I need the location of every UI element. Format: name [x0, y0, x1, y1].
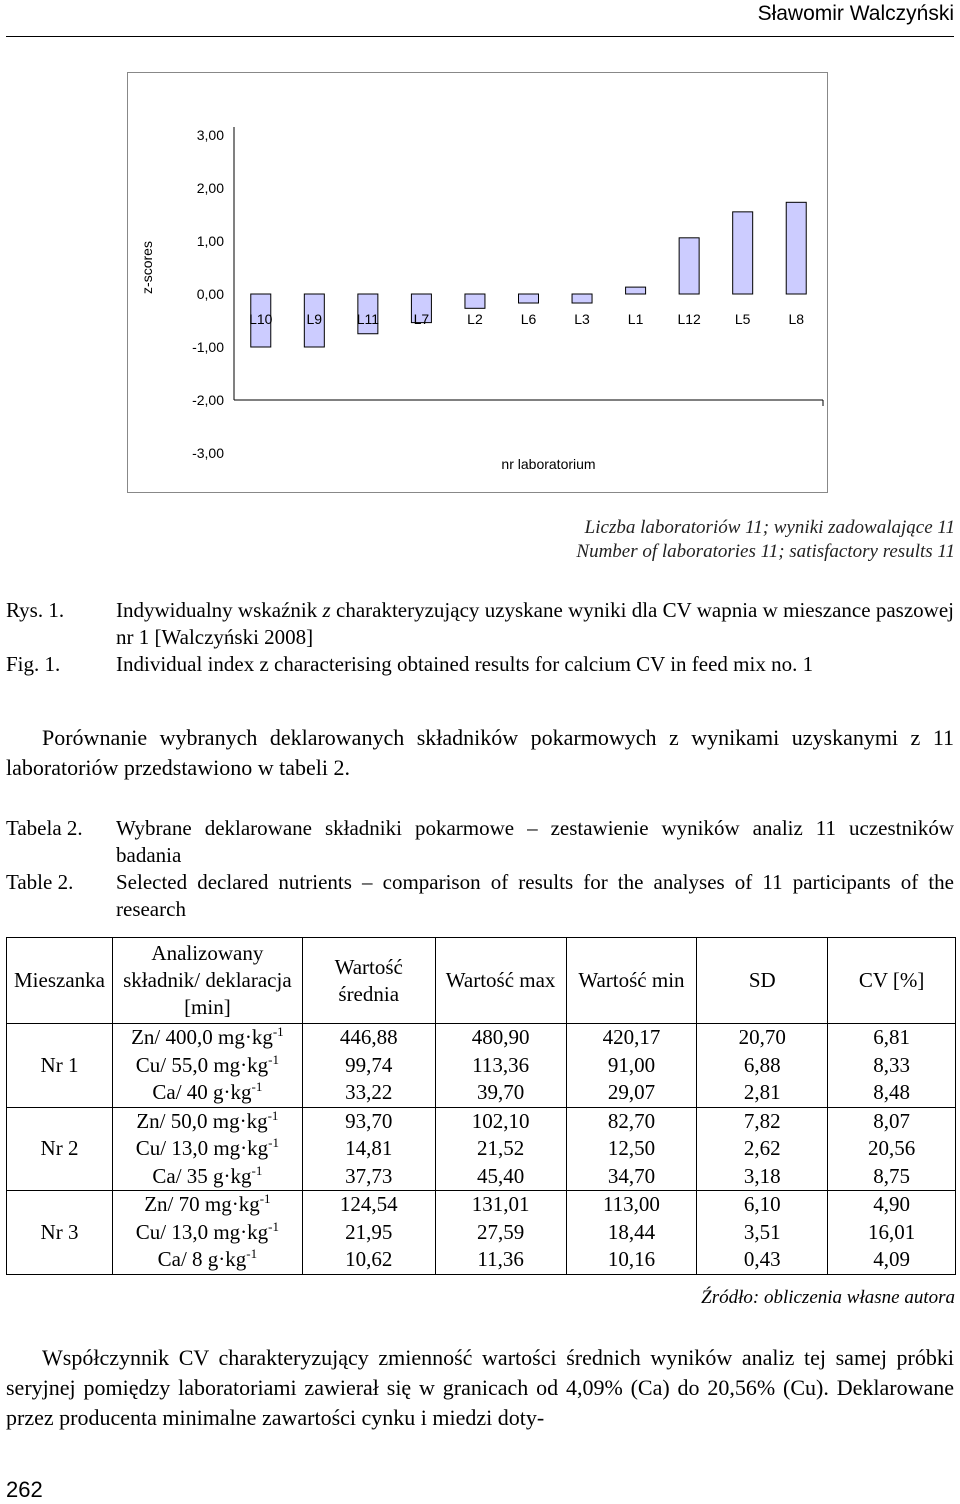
cell-sd-value: 0,43 [743, 1247, 781, 1271]
cell-max-value: 131,01 [471, 1192, 530, 1216]
cell-mean-value: 33,22 [345, 1080, 393, 1104]
cell-component-value: Zn/ 50,0 $mg\cdot kg^{-1}$ [136, 1107, 279, 1133]
header-divider [6, 36, 954, 37]
bar [626, 287, 646, 294]
cell-mean-value: 93,70 [345, 1108, 393, 1133]
header-component: Analizowany składnik/ deklaracja [min] [112, 938, 302, 1024]
x-category-label: L3 [574, 311, 590, 327]
y-tick-label: 1,00 [196, 233, 224, 249]
cell-component-value: Zn/ 400,0 $mg\cdot kg^{-1}$ [131, 1024, 284, 1049]
header-mean: Wartość średnia [302, 938, 435, 1024]
bar [733, 212, 753, 294]
cell-max-value: 480,90 [471, 1025, 530, 1049]
cell-sd-value: 3,18 [743, 1163, 781, 1188]
x-category-label: L8 [788, 311, 805, 327]
cell-min-value: 420,17 [602, 1025, 661, 1049]
header-mix: Mieszanka [7, 938, 113, 1024]
table-caption-en [6, 869, 954, 923]
cell-mean [302, 1024, 435, 1108]
table-caption-pl [6, 815, 954, 869]
cell-min-value: 10,16 [607, 1247, 656, 1271]
cell-max-value: 21,52 [476, 1136, 525, 1160]
y-tick-label: 2,00 [196, 180, 224, 196]
unit-exponent: -1 [246, 1246, 258, 1261]
unit-exponent: -1 [251, 1162, 263, 1178]
cell-mean-value: 446,88 [339, 1025, 398, 1049]
cell-component-value: Ca/ 35 $g\cdot kg^{-1}$ [152, 1162, 263, 1188]
cell-component [112, 1191, 302, 1275]
cell-mix: Nr 3 [7, 1191, 113, 1275]
y-axis-title: z-scores [139, 241, 155, 294]
y-tick-label: -3,00 [192, 445, 224, 461]
unit-exponent: -1 [268, 1135, 280, 1150]
x-category-label: L1 [627, 311, 644, 327]
x-category-label: L10 [249, 311, 273, 327]
table-group-row [7, 1107, 956, 1191]
header-cv: CV [%] [828, 938, 956, 1024]
cell-min [566, 1191, 697, 1275]
z-score-bar-chart [128, 73, 829, 494]
figure-caption-en-label: Fig. 1. [6, 652, 61, 676]
cell-max [435, 1107, 566, 1191]
table-header-row [7, 938, 956, 1024]
cell-sd-value: 20,70 [738, 1025, 786, 1049]
cell-cv [828, 1107, 956, 1191]
unit-exponent: -1 [268, 1051, 280, 1067]
unit-exponent: -1 [272, 1024, 284, 1039]
nutrients-table [6, 937, 956, 1275]
cell-max [435, 1024, 566, 1108]
cell-max-value: 102,10 [471, 1108, 530, 1133]
chart-note-en: Number of laboratories 11; satisfactory results 11 [576, 541, 955, 562]
cell-sd-value: 7,82 [743, 1108, 781, 1133]
cell-min-value: 12,50 [607, 1136, 656, 1160]
unit-exponent: -1 [267, 1107, 279, 1123]
cell-component [112, 1024, 302, 1108]
cell-min [566, 1107, 697, 1191]
bar [786, 202, 806, 294]
running-header-author: Sławomir Walczyński [757, 2, 954, 25]
figure-caption-en [6, 651, 954, 678]
cell-cv-value: 8,33 [873, 1052, 910, 1077]
x-category-label: L12 [677, 311, 701, 327]
cell-cv-value: 6,81 [873, 1025, 910, 1049]
bar [465, 294, 485, 308]
cell-component-value: Zn/ 70 $mg\cdot kg^{-1}$ [144, 1191, 271, 1216]
bar [679, 238, 699, 294]
cell-cv-value: 4,09 [873, 1247, 910, 1271]
cell-cv [828, 1191, 956, 1275]
bar [572, 294, 592, 303]
cell-min-value: 91,00 [607, 1052, 656, 1077]
x-category-label: L2 [467, 311, 483, 327]
cell-cv-value: 8,75 [873, 1163, 910, 1188]
cell-sd-value: 2,81 [743, 1080, 781, 1104]
cell-component-value: Cu/ 55,0 $mg\cdot kg^{-1}$ [135, 1051, 280, 1077]
cell-cv-value: 20,56 [867, 1136, 916, 1160]
figure-caption-pl-label: Rys. 1. [6, 598, 65, 622]
figure-chart [127, 72, 828, 493]
cell-mean-value: 124,54 [339, 1192, 398, 1216]
cell-mean-value: 99,74 [345, 1052, 393, 1077]
cell-mix: Nr 1 [7, 1024, 113, 1108]
cell-sd-value: 2,62 [743, 1136, 781, 1160]
cell-cv [828, 1024, 956, 1108]
cell-mean-value: 10,62 [345, 1247, 393, 1271]
cell-max-value: 45,40 [476, 1163, 525, 1188]
x-category-label: L11 [356, 311, 380, 327]
cell-mix: Nr 2 [7, 1107, 113, 1191]
table-caption-pl-label: Tabela 2. [6, 816, 83, 840]
cell-sd [697, 1024, 828, 1108]
cell-mean-value: 21,95 [345, 1219, 393, 1244]
cell-sd [697, 1191, 828, 1275]
cell-mean [302, 1107, 435, 1191]
cell-max [435, 1191, 566, 1275]
table-body [7, 1024, 956, 1275]
table-group-row [7, 1191, 956, 1275]
y-tick-label: -1,00 [192, 339, 224, 355]
cell-sd-value: 3,51 [743, 1219, 781, 1244]
cell-sd-value: 6,88 [743, 1052, 781, 1077]
chart-note-pl: Liczba laboratoriów 11; wyniki zadowalające 11 [584, 517, 955, 538]
header-max: Wartość max [435, 938, 566, 1024]
cell-max-value: 113,36 [472, 1052, 530, 1077]
page-number: 262 [6, 1477, 43, 1502]
table-caption-en-label: Table 2. [6, 870, 74, 894]
cell-min-value: 34,70 [607, 1163, 656, 1188]
cell-max-value: 11,36 [477, 1247, 524, 1271]
x-category-label: L7 [413, 311, 430, 327]
cell-min-value: 82,70 [607, 1108, 656, 1133]
x-category-label: L9 [306, 311, 323, 327]
cell-mean-value: 14,81 [345, 1136, 393, 1160]
cell-max-value: 39,70 [476, 1080, 525, 1104]
cell-min-value: 113,00 [602, 1192, 660, 1216]
cell-sd-value: 6,10 [743, 1192, 781, 1216]
figure-caption-en-text: Individual index z characterising obtained results for calcium CV in feed mix no. 1 [116, 652, 814, 676]
cell-component-value: Ca/ 8 $g\cdot kg^{-1}$ [157, 1246, 258, 1271]
table-caption-pl-text: Wybrane deklarowane składniki pokarmowe – zestawienie wyników analiz 11 uczestników badania [116, 816, 954, 867]
cell-mean [302, 1191, 435, 1275]
unit-exponent: -1 [251, 1079, 263, 1094]
cell-max-value: 27,59 [476, 1219, 525, 1244]
paragraph-intro: Porównanie wybranych deklarowanych składników pokarmowych z wynikami uzyskanymi z 11 laboratoriów przedstawiono w tabeli 2. [6, 725, 954, 780]
cell-cv-value: 16,01 [867, 1219, 916, 1244]
header-sd: SD [697, 938, 828, 1024]
table-source: Źródło: obliczenia własne autora [701, 1287, 955, 1308]
table-caption-en-text: Selected declared nutrients – comparison of results for the analyses of 11 participants of the research [116, 870, 954, 921]
y-tick-label: -2,00 [192, 392, 224, 408]
cell-cv-value: 8,07 [873, 1108, 910, 1133]
cell-component [112, 1107, 302, 1191]
header-min: Wartość min [566, 938, 697, 1024]
figure-caption-pl [6, 597, 954, 651]
cell-cv-value: 4,90 [873, 1192, 910, 1216]
cell-min-value: 18,44 [607, 1219, 656, 1244]
figure-caption-pl-text: Indywidualny wskaźnik z charakteryzujący uzyskane wyniki dla CV wapnia w mieszance paszowej nr 1 [Walczyński 2008] [116, 598, 954, 649]
bar [519, 294, 539, 303]
cell-component-value: Cu/ 13,0 $mg\cdot kg^{-1}$ [135, 1218, 280, 1244]
x-category-label: L5 [734, 311, 751, 327]
unit-exponent: -1 [259, 1191, 271, 1206]
cell-min [566, 1024, 697, 1108]
cell-sd [697, 1107, 828, 1191]
cell-component-value: Ca/ 40 $g\cdot kg^{-1}$ [152, 1079, 263, 1104]
paragraph-cv: Współczynnik CV charakteryzujący zmienność wartości średnich wyników analiz tej samej próbki seryjnej pomiędzy laboratoriami zawierał się w granicach od 4,09% (Ca) do 20,56% (Cu). Deklarowane przez producenta minimalne zawartości cynku i miedzi doty- [6, 1345, 954, 1430]
cell-component-value: Cu/ 13,0 $mg\cdot kg^{-1}$ [135, 1135, 280, 1160]
cell-mean-value: 37,73 [345, 1163, 393, 1188]
cell-min-value: 29,07 [607, 1080, 656, 1104]
table-group-row [7, 1024, 956, 1108]
y-tick-label: 0,00 [196, 286, 224, 302]
x-axis-title: nr laboratorium [501, 456, 596, 472]
cell-cv-value: 8,48 [873, 1080, 910, 1104]
y-tick-label: 3,00 [196, 127, 224, 143]
unit-exponent: -1 [268, 1218, 280, 1234]
x-category-label: L6 [520, 311, 537, 327]
